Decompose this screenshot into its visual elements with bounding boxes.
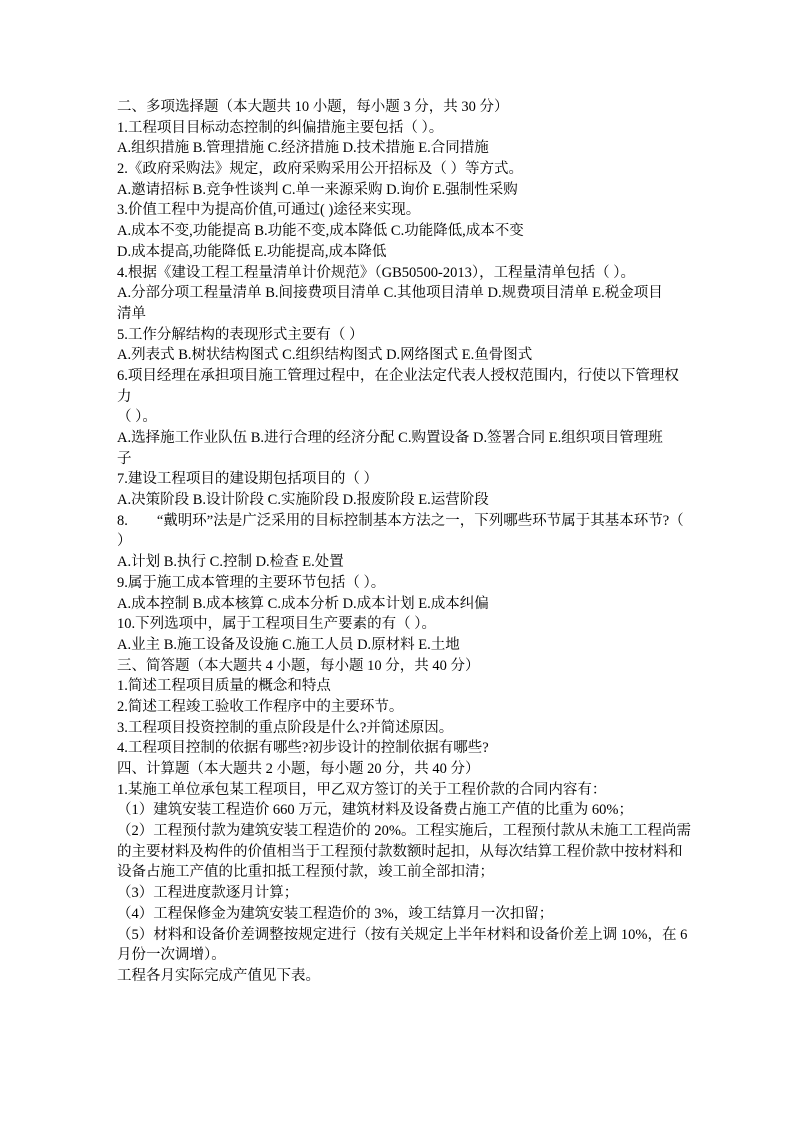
text-line: 力	[117, 388, 132, 405]
section-heading-line: 四、计算题（本大题共 2 小题，每小题 20 分，共 40 分）	[117, 761, 480, 777]
text-line: 9.属于施工成本管理的主要环节包括（ ）。	[117, 574, 386, 591]
section-3-short-answer	[117, 656, 684, 759]
text-line: （ ）。	[117, 409, 157, 426]
text-line: 8. “戴明环”法是广泛采用的目标控制基本方法之一，下列哪些环节属于其基本环节?（	[117, 512, 684, 529]
text-line: A.成本控制 B.成本核算 C.成本分析 D.成本计划 E.成本纠偏	[117, 595, 489, 612]
text-line: 清单	[117, 305, 146, 322]
text-line: A.列表式 B.树状结构图式 C.组织结构图式 D.网络图式 E.鱼骨图式	[117, 347, 533, 364]
text-line: （5）材料和设备价差调整按规定进行（按有关规定上半年材料和设备价差上调 10%，在 6	[117, 926, 688, 943]
text-line: A.分部分项工程量清单 B.间接费项目清单 C.其他项目清单 D.规费项目清单 E.税金项目	[117, 285, 663, 302]
text-line: ）	[117, 533, 132, 550]
text-line: 1.工程项目目标动态控制的纠偏措施主要包括（ ）。	[117, 119, 444, 136]
text-line: A.计划 B.执行 C.控制 D.检查 E.处置	[117, 554, 344, 571]
text-line: 10.下列选项中，属于工程项目生产要素的有（ ）。	[117, 616, 436, 633]
section-4-calculation	[117, 759, 691, 987]
text-line: A.成本不变,功能提高 B.功能不变,成本降低 C.功能降低,成本不变	[117, 223, 524, 240]
text-line: （3）工程进度款逐月计算；	[117, 885, 299, 902]
text-line: 设备占施工产值的比重扣抵工程预付款，竣工前全部扣清；	[117, 864, 494, 881]
section-2-multiple-choice	[117, 97, 684, 656]
text-line: A.决策阶段 B.设计阶段 C.实施阶段 D.报废阶段 E.运营阶段	[117, 492, 489, 509]
text-line: 5.工作分解结构的表现形式主要有（ ）	[117, 326, 364, 343]
text-line: 子	[117, 450, 132, 467]
text-line: A.邀请招标 B.竞争性谈判 C.单一来源采购 D.询价 E.强制性采购	[117, 181, 518, 198]
text-line: 2.《政府采购法》规定，政府采购采用公开招标及（ ）等方式。	[117, 161, 523, 178]
document-body	[117, 97, 691, 987]
text-line: 4.工程项目控制的依据有哪些?初步设计的控制依据有哪些?	[117, 740, 489, 757]
text-line: D.成本提高,功能降低 E.功能提高,成本降低	[117, 243, 387, 260]
text-line: 3.价值工程中为提高价值,可通过( )途径来实现。	[117, 202, 421, 219]
text-line: 1.某施工单位承包某工程项目，甲乙双方签订的关于工程价款的合同内容有：	[117, 781, 607, 798]
text-line: 3.工程项目投资控制的重点阶段是什么?并简述原因。	[117, 719, 454, 736]
text-line: 工程各月实际完成产值见下表。	[117, 967, 320, 984]
text-line: A.选择施工作业队伍 B.进行合理的经济分配 C.购置设备 D.签署合同 E.组织项目管理班	[117, 430, 663, 446]
section-heading-line: 二、多项选择题（本大题共 10 小题，每小题 3 分，共 30 分）	[117, 99, 509, 115]
text-line: 4.根据《建设工程工程量清单计价规范》（GB50500-2013），工程量清单包括（ ）。	[117, 264, 635, 281]
text-line: 1.简述工程项目质量的概念和特点	[117, 678, 331, 695]
text-line: 的主要材料及构件的价值相当于工程预付款数额时起扣，从每次结算工程价款中按材料和	[117, 843, 683, 860]
text-line: A.组织措施 B.管理措施 C.经济措施 D.技术措施 E.合同措施	[117, 140, 489, 157]
section-heading-line: 三、简答题（本大题共 4 小题，每小题 10 分，共 40 分）	[117, 657, 480, 674]
text-line: （4）工程保修金为建筑安装工程造价的 3%，竣工结算月一次扣留；	[117, 905, 554, 922]
text-line: 7.建设工程项目的建设期包括项目的（ ）	[117, 471, 378, 488]
text-line: 2.简述工程竣工验收工作程序中的主要环节。	[117, 698, 404, 715]
text-line: （1）建筑安装工程造价 660 万元，建筑材料及设备费占施工产值的比重为 60%；	[117, 802, 633, 819]
text-line: 月份一次调增）。	[117, 947, 226, 964]
text-line: 6.项目经理在承担项目施工管理过程中，在企业法定代表人授权范围内，行使以下管理权	[117, 367, 679, 384]
text-line: （2）工程预付款为建筑安装工程造价的 20%。工程实施后，工程预付款从未施工工程尚需	[117, 823, 691, 840]
text-line: A.业主 B.施工设备及设施 C.施工人员 D.原材料 E.土地	[117, 636, 460, 653]
